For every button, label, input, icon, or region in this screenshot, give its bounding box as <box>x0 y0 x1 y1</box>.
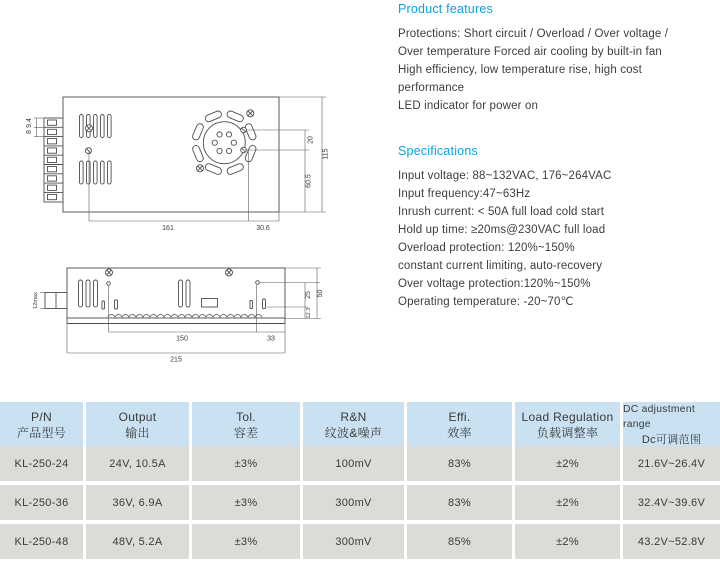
side-view-drawing <box>20 245 330 375</box>
cell-efficiency: 83% <box>407 446 512 481</box>
feature-line: Protections: Short circuit / Overload / Over voltage / <box>398 28 669 40</box>
spec-line: Inrush current: < 50A full load cold start <box>398 206 605 218</box>
svg-text:25: 25 <box>305 291 312 299</box>
svg-text:215: 215 <box>170 356 182 364</box>
spec-line: Over voltage protection:120%~150% <box>398 278 591 290</box>
model-spec-table <box>0 402 720 559</box>
feature-line: LED indicator for power on <box>398 100 539 112</box>
terminal-block <box>44 118 63 202</box>
cell-ripple-noise: 100mV <box>303 446 404 481</box>
cell-dc-range: 32.4V~39.6V <box>623 485 720 520</box>
cell-output: 48V, 5.2A <box>86 524 189 559</box>
cell-efficiency: 83% <box>407 485 512 520</box>
cell-pn: KL-250-36 <box>0 485 83 520</box>
spec-line: Hold up time: ≥20ms@230VAC full load <box>398 224 606 236</box>
top-view-drawing <box>20 85 330 235</box>
header-pn: P/N 产品型号 <box>0 402 83 448</box>
specifications-title: Specifications <box>398 144 478 158</box>
cell-load-regulation: ±2% <box>515 524 620 559</box>
cell-pn: KL-250-48 <box>0 524 83 559</box>
svg-text:50: 50 <box>317 289 324 298</box>
specifications-section <box>398 144 718 311</box>
product-features-title: Product features <box>398 2 493 16</box>
cell-tolerance: ±3% <box>192 485 300 520</box>
svg-text:20: 20 <box>307 136 315 144</box>
table-header-row <box>0 402 720 446</box>
header-output: Output 输出 <box>86 402 189 448</box>
feature-line: performance <box>398 82 465 94</box>
spec-line: Operating temperature: -20~70℃ <box>398 296 574 308</box>
spec-line: Input voltage: 88~132VAC, 176~264VAC <box>398 170 612 182</box>
header-tolerance: Tol. 容差 <box>192 402 300 448</box>
spec-line: Overload protection: 120%~150% <box>398 242 575 254</box>
svg-text:30.6: 30.6 <box>256 225 270 232</box>
cell-load-regulation: ±2% <box>515 446 620 481</box>
header-dc-adjustment-range: DC adjustment range Dc可调范围 <box>623 402 720 448</box>
svg-text:12.3: 12.3 <box>306 307 312 319</box>
terminal-protrusion <box>45 293 67 309</box>
svg-text:150: 150 <box>176 335 188 343</box>
cell-ripple-noise: 300mV <box>303 524 404 559</box>
cell-efficiency: 85% <box>407 524 512 559</box>
cell-load-regulation: ±2% <box>515 485 620 520</box>
spec-line: constant current limiting, auto-recovery <box>398 260 603 272</box>
cell-tolerance: ±3% <box>192 446 300 481</box>
svg-text:9.4: 9.4 <box>26 118 33 128</box>
svg-text:12max: 12max <box>33 292 39 309</box>
spec-line: Input frequency:47~63Hz <box>398 188 531 200</box>
product-features-section <box>398 2 718 115</box>
header-load-regulation: Load Regulation 负载调整率 <box>515 402 620 448</box>
table-row <box>0 485 720 520</box>
svg-text:60.5: 60.5 <box>305 174 313 188</box>
feature-line: Over temperature Forced air cooling by built-in fan <box>398 46 662 58</box>
cell-dc-range: 21.6V~26.4V <box>623 446 720 481</box>
cell-output: 24V, 10.5A <box>86 446 189 481</box>
svg-text:8: 8 <box>26 130 33 134</box>
chassis-outline <box>67 268 285 318</box>
cell-dc-range: 43.2V~52.8V <box>623 524 720 559</box>
cell-tolerance: ±3% <box>192 524 300 559</box>
svg-text:33: 33 <box>267 335 275 343</box>
table-row <box>0 524 720 559</box>
header-ripple-noise: R&N 纹波&噪声 <box>303 402 404 448</box>
svg-text:115: 115 <box>322 148 330 160</box>
header-efficiency: Effi. 效率 <box>407 402 512 448</box>
svg-text:161: 161 <box>162 225 174 232</box>
cell-ripple-noise: 300mV <box>303 485 404 520</box>
cell-pn: KL-250-24 <box>0 446 83 481</box>
table-row <box>0 446 720 481</box>
cell-output: 36V, 6.9A <box>86 485 189 520</box>
feature-line: High efficiency, low temperature rise, high cost <box>398 64 642 76</box>
